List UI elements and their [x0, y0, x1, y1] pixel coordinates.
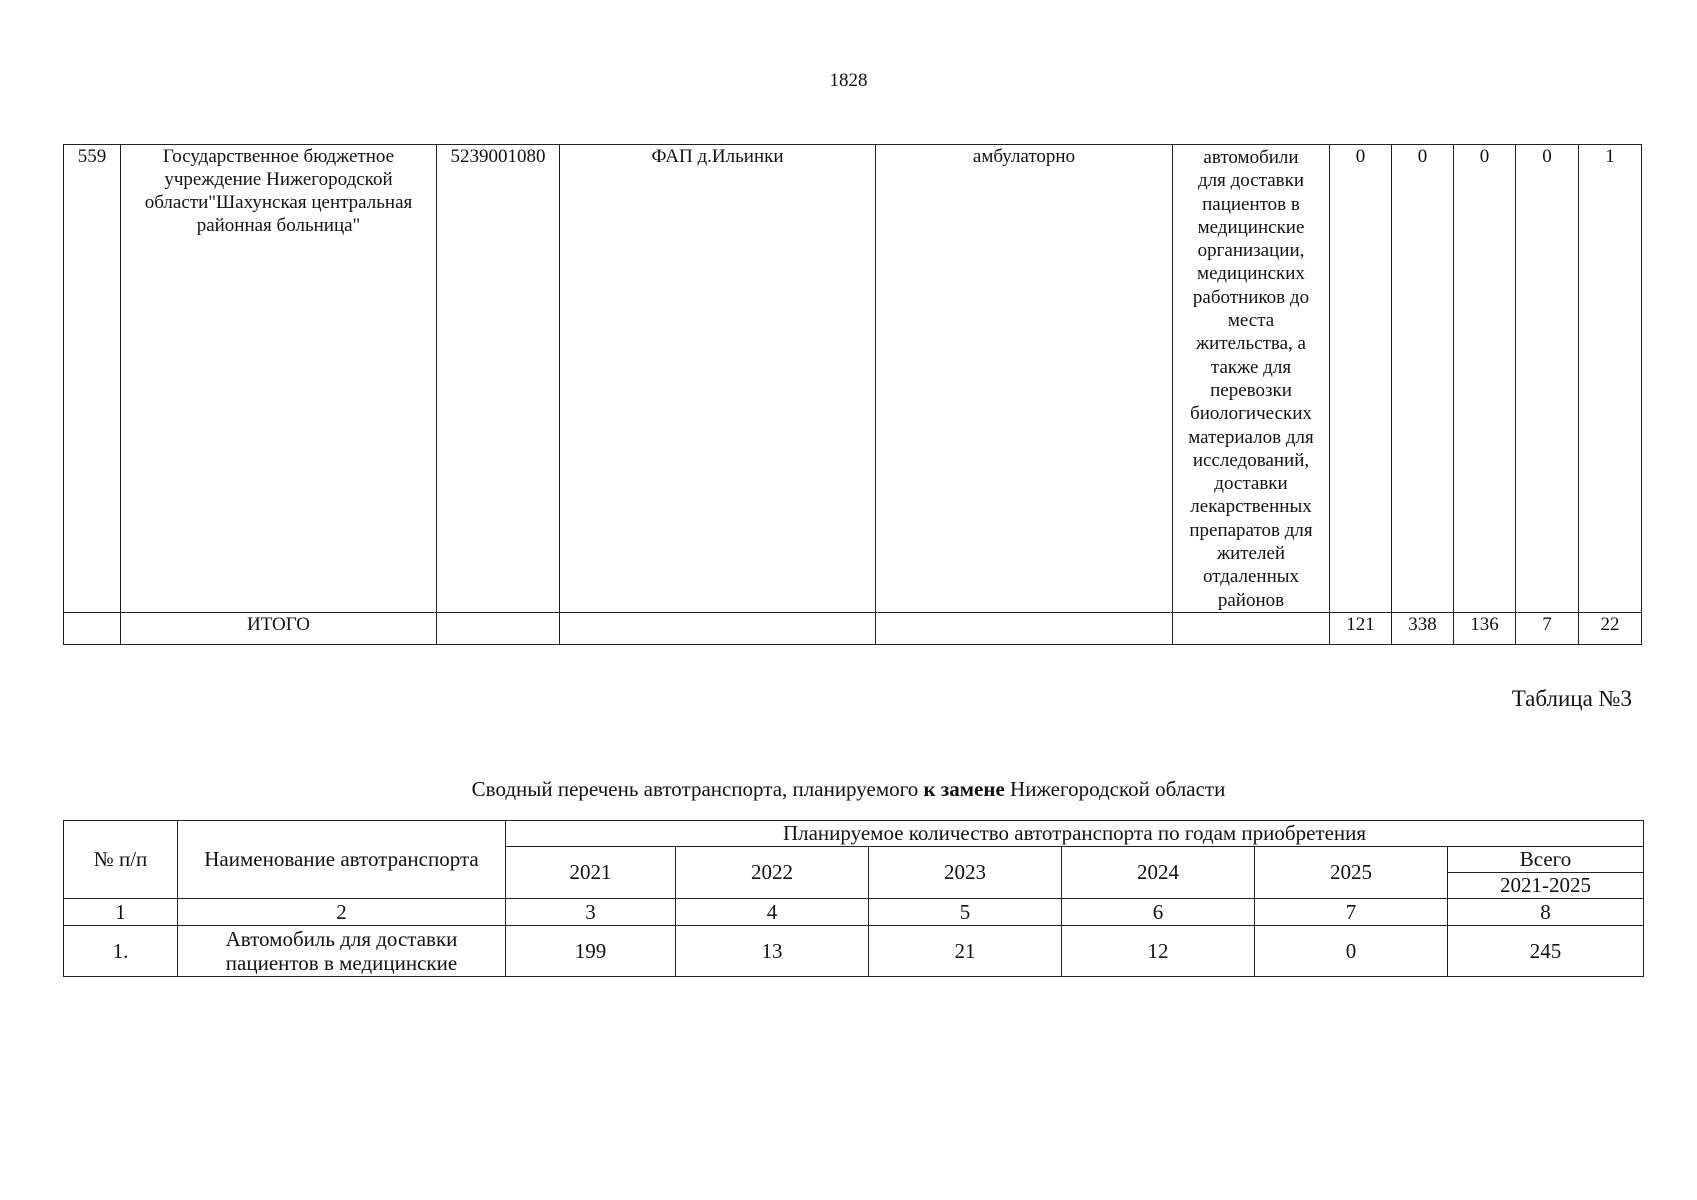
total-value: 22: [1579, 612, 1642, 644]
value-cell: 0: [1516, 145, 1579, 613]
table-3-label: Таблица №3: [1511, 686, 1632, 711]
empty-cell: [1173, 612, 1330, 644]
header-year: 2024: [1062, 847, 1255, 899]
column-number: 2: [178, 899, 506, 926]
purpose-line: исследований,: [1192, 449, 1310, 471]
heading-bold-text: к замене: [923, 777, 1005, 801]
total-value: 245: [1448, 926, 1644, 977]
total-value: 7: [1516, 612, 1579, 644]
column-number: 5: [869, 899, 1062, 926]
purpose-line: для доставки: [1197, 170, 1305, 192]
heading-text: Сводный перечень автотранспорта, планируемого: [471, 777, 924, 801]
year-value: 199: [506, 926, 676, 977]
vehicle-table-fragment: [63, 144, 1642, 645]
empty-cell: [437, 612, 560, 644]
header-number: № п/п: [64, 821, 178, 899]
organization-name: Государственное бюджетное учреждение Нижегородской области"Шахунская центральная районная больница": [121, 145, 437, 613]
header-year: 2025: [1255, 847, 1448, 899]
value-cell: 0: [1330, 145, 1392, 613]
table-row: [64, 145, 1642, 613]
total-row: [64, 612, 1642, 644]
column-number: 3: [506, 899, 676, 926]
purpose-line: районов: [1217, 589, 1285, 611]
value-cell: 1: [1579, 145, 1642, 613]
purpose-line: отдаленных: [1202, 566, 1300, 588]
empty-cell: [876, 612, 1173, 644]
vehicle-name: [178, 926, 506, 977]
purpose-line: биологических: [1190, 403, 1312, 425]
column-number-row: [64, 899, 1644, 926]
facility-name: ФАП д.Ильинки: [560, 145, 876, 613]
purpose-line: пациентов в: [1202, 193, 1300, 215]
total-value: 338: [1392, 612, 1454, 644]
empty-cell: [64, 612, 121, 644]
column-number: 4: [676, 899, 869, 926]
year-value: 12: [1062, 926, 1255, 977]
column-number: 8: [1448, 899, 1644, 926]
purpose-line: жительства, а: [1195, 333, 1306, 355]
header-row: [64, 821, 1644, 847]
header-year: 2021: [506, 847, 676, 899]
year-value: 0: [1255, 926, 1448, 977]
row-number: 1.: [64, 926, 178, 977]
column-number: 7: [1255, 899, 1448, 926]
header-planned-quantity: Планируемое количество автотранспорта по годам приобретения: [506, 821, 1644, 847]
value-cell: 0: [1454, 145, 1516, 613]
total-label: ИТОГО: [121, 612, 437, 644]
year-value: 21: [869, 926, 1062, 977]
purpose-line: места: [1227, 310, 1275, 332]
purpose-line: доставки: [1214, 473, 1288, 495]
purpose-line: организации,: [1197, 240, 1305, 262]
inn-cell: 5239001080: [437, 145, 560, 613]
header-year: 2022: [676, 847, 869, 899]
column-number: 6: [1062, 899, 1255, 926]
purpose-line: автомобили: [1203, 147, 1299, 168]
empty-cell: [560, 612, 876, 644]
purpose-line: работников до: [1192, 286, 1310, 308]
vehicle-name-line: пациентов в медицинские: [225, 951, 458, 975]
heading-text: Нижегородской области: [1004, 777, 1226, 801]
header-total: Всего: [1448, 847, 1644, 873]
replacement-summary-table: [63, 820, 1644, 977]
value-cell: 0: [1392, 145, 1454, 613]
column-number: 1: [64, 899, 178, 926]
purpose-line: материалов для: [1188, 426, 1314, 448]
care-mode: амбулаторно: [876, 145, 1173, 613]
header-year: 2023: [869, 847, 1062, 899]
vehicle-purpose: [1173, 145, 1330, 613]
total-value: 121: [1330, 612, 1392, 644]
purpose-line: также для: [1210, 356, 1292, 378]
summary-heading: [0, 777, 1697, 802]
vehicle-name-line: Автомобиль для доставки: [225, 927, 458, 951]
total-value: 136: [1454, 612, 1516, 644]
purpose-line: медицинские: [1197, 216, 1305, 238]
purpose-line: жителей: [1216, 543, 1286, 565]
row-number: 559: [64, 145, 121, 613]
year-value: 13: [676, 926, 869, 977]
purpose-line: перевозки: [1210, 379, 1292, 401]
header-total-period: 2021-2025: [1448, 873, 1644, 899]
header-vehicle-name: Наименование автотранспорта: [178, 821, 506, 899]
purpose-line: препаратов для: [1189, 519, 1313, 541]
table-row: [64, 926, 1644, 977]
purpose-line: медицинских: [1197, 263, 1305, 285]
page-number: 1828: [829, 70, 868, 91]
purpose-line: лекарственных: [1190, 496, 1312, 518]
